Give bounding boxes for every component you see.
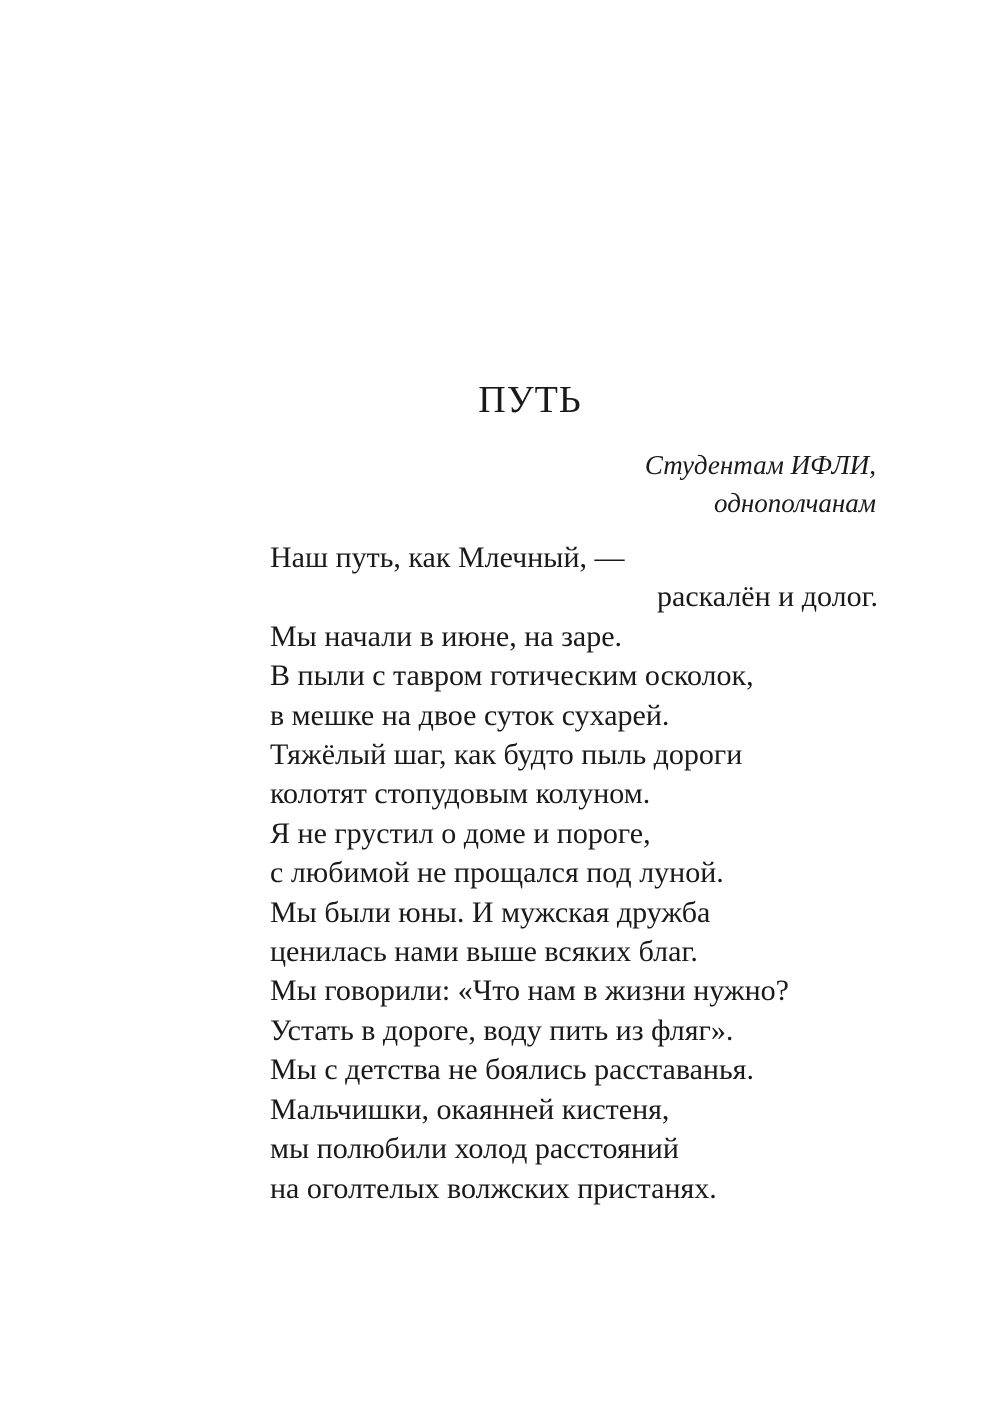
poem-title: ПУТЬ — [478, 379, 582, 421]
poem-dedication — [645, 446, 876, 522]
dedication-line: однополчанам — [714, 488, 876, 518]
poem-line: Мы были юны. И мужская дружба — [270, 895, 711, 929]
poem-line: Тяжёлый шаг, как будто пыль дороги — [270, 738, 743, 772]
poem-line: с любимой не прощался под луной. — [270, 856, 724, 890]
poem-line: на оголтелых волжских пристанях. — [270, 1171, 717, 1205]
poem-line: Наш путь, как Млечный, — — [270, 541, 625, 574]
poem-line: Я не грустил о доме и пороге, — [270, 816, 651, 850]
poem-line: мы полюбили холод расстояний — [270, 1132, 679, 1166]
poem-line: Мальчишки, окаянней кистеня, — [270, 1092, 670, 1126]
poem-line: Мы говорили: «Что нам в жизни нужно? — [270, 974, 789, 1008]
poem-line: Мы с детства не боялись расставанья. — [270, 1053, 754, 1087]
poem-line: раскалён и долог. — [657, 580, 878, 614]
poem-line: в мешке на двое суток сухарей. — [270, 698, 670, 732]
poem-line: ценилась нами выше всяких благ. — [270, 935, 698, 969]
poem-line: В пыли с тавром готическим осколок, — [270, 659, 754, 693]
poem-body — [270, 538, 880, 1208]
poem-line: колотят стопудовым колуном. — [270, 777, 651, 811]
dedication-line: Студентам ИФЛИ, — [644, 450, 876, 480]
poem-line: Мы начали в июне, на заре. — [270, 619, 623, 653]
poem-line: Устать в дороге, воду пить из фляг». — [270, 1013, 734, 1047]
